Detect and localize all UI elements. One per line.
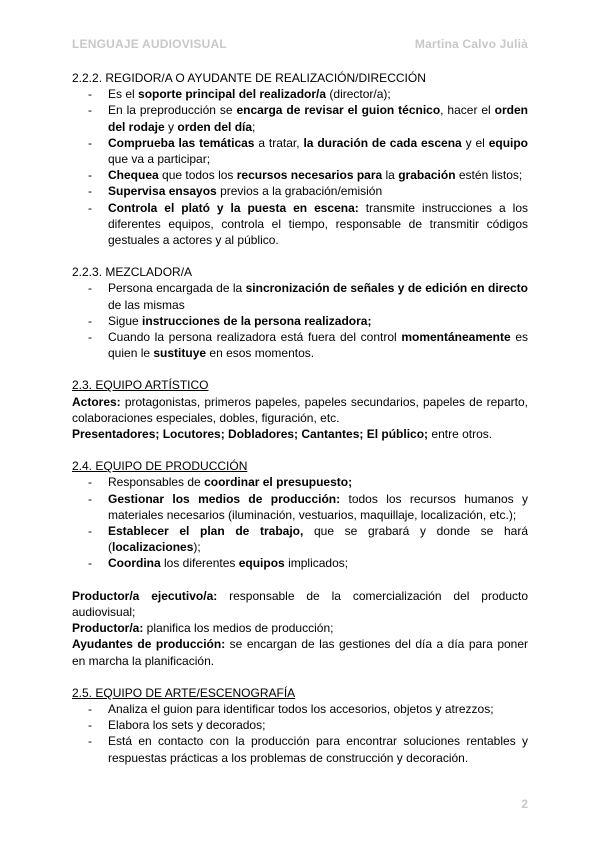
list-item: - Establecer el plan de trabajo, que se grabará y donde se hará (localizaciones); <box>72 523 528 555</box>
mezclador-list <box>72 280 528 361</box>
list-item: - Controla el plató y la puesta en escena: transmite instrucciones a los diferentes equipos, controla el tiempo, responsable de transmitir códigos gestuales a actores y al público. <box>72 200 528 249</box>
section-title-produccion: 2.4. EQUIPO DE PRODUCCIÓN <box>72 459 248 474</box>
paragraph-actores: Actores: protagonistas, primeros papeles, papeles secundarios, papeles de reparto, colaboraciones especiales, dobles, figuración, etc. <box>72 394 528 425</box>
list-item: - Analiza el guion para identificar todos los accesorios, objetos y atrezzos; <box>72 701 528 717</box>
list-item: - Chequea que todos los recursos necesarios para la grabación estén listos; <box>72 167 528 183</box>
regidor-list <box>72 86 528 248</box>
paragraph-ayudantes: Ayudantes de producción: se encargan de las gestiones del día a día para poner en marcha la planificación. <box>72 637 529 668</box>
list-item: - Está en contacto con la producción para encontrar soluciones rentables y respuestas prácticas a los problemas de construcción y decoración. <box>72 733 528 765</box>
list-item: - Cuando la persona realizadora está fuera del control momentáneamente es quien le sustituye en esos momentos. <box>72 329 528 361</box>
list-item: - Comprueba las temáticas a tratar, la duración de cada escena y el equipo que va a participar; <box>72 135 528 167</box>
list-item: - Persona encargada de la sincronización de señales y de edición en directo de las mismas <box>72 280 528 312</box>
section-title-mezclador: 2.2.3. MEZCLADOR/A <box>72 265 193 280</box>
list-item: - Elabora los sets y decorados; <box>72 717 528 733</box>
list-item: - Sigue instrucciones de la persona realizadora; <box>72 313 528 329</box>
list-item: - Gestionar los medios de producción: todos los recursos humanos y materiales necesarios (iluminación, vestuarios, maquillaje, localización, etc.); <box>72 491 528 523</box>
produccion-list <box>72 474 528 571</box>
arte-list <box>72 701 528 766</box>
paragraph-presentadores: Presentadores; Locutores; Dobladores; Cantantes; El público; entre otros. <box>72 427 493 442</box>
list-item: - Supervisa ensayos previos a la grabación/emisión <box>72 183 528 199</box>
section-title-regidor: 2.2.2. REGIDOR/A O AYUDANTE DE REALIZACIÓN/DIRECCIÓN <box>72 71 426 85</box>
list-item: - En la preproducción se encarga de revisar el guion técnico, hacer el orden del rodaje y orden del día; <box>72 102 528 134</box>
running-header-course: LENGUAJE AUDIOVISUAL <box>72 37 227 51</box>
running-header-author: Martina Calvo Julià <box>414 37 528 51</box>
list-item: - Es el soporte principal del realizador/a (director/a); <box>72 86 528 102</box>
page-number: 2 <box>521 797 528 811</box>
list-item: - Responsables de coordinar el presupuesto; <box>72 474 528 490</box>
section-title-artistico: 2.3. EQUIPO ARTÍSTICO <box>72 378 209 393</box>
section-title-arte: 2.5. EQUIPO DE ARTE/ESCENOGRAFÍA <box>72 685 296 700</box>
list-item: - Coordina los diferentes equipos implicados; <box>72 555 528 571</box>
paragraph-productor-ejecutivo: Productor/a ejecutivo/a: responsable de la comercialización del producto audiovisual; <box>72 588 529 619</box>
document-body <box>72 70 528 766</box>
paragraph-productor: Productor/a: planifica los medios de producción; <box>72 621 334 636</box>
